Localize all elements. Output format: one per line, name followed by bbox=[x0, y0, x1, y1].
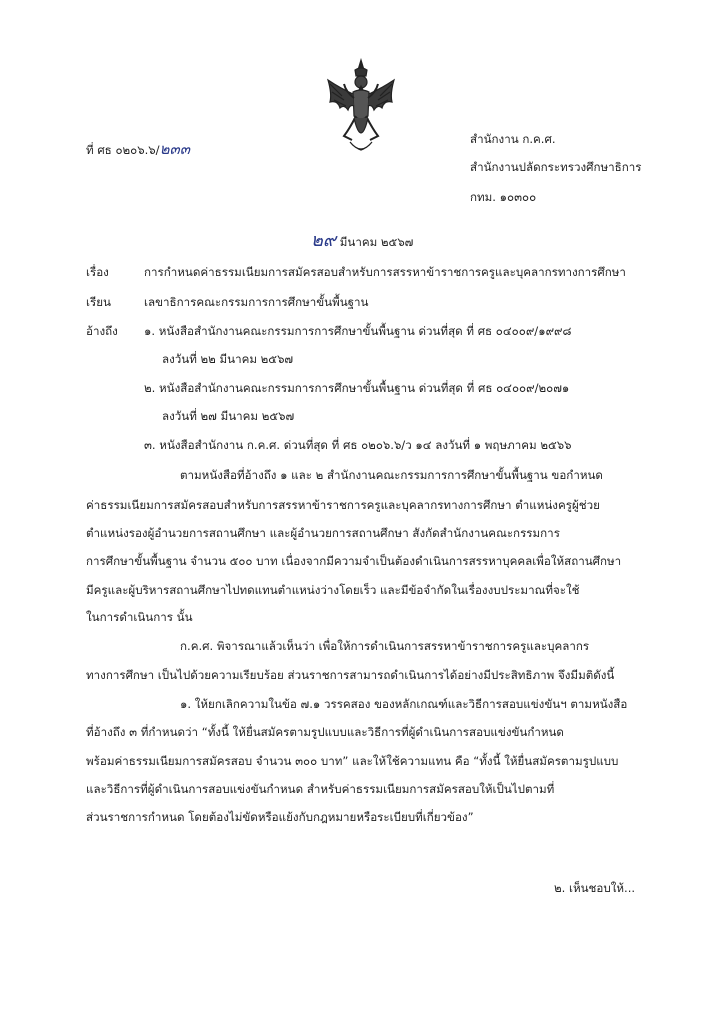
paragraph-1-line: มีครูและผู้บริหารสถานศึกษาไปทดแทนตำแหน่งว่างโดยเร็ว และมีข้อจำกัดในเรื่องงบประมาณที่จะใช้ bbox=[86, 583, 580, 597]
document-number-handwritten: ๒๓๓ bbox=[159, 140, 190, 158]
date-month-year: มีนาคม ๒๕๖๗ bbox=[339, 235, 414, 249]
office-address: กทม. ๑๐๓๐๐ bbox=[470, 190, 537, 204]
paragraph-3-line: ที่อ้างถึง ๓ ที่กำหนดว่า “ทั้งนี้ ให้ยื่นสมัครตามรูปแบบและวิธีการที่ผู้ดำเนินการสอบแข่งขันกำหนด bbox=[86, 725, 564, 739]
document-date bbox=[311, 225, 413, 254]
paragraph-3-line: ๑. ให้ยกเลิกความในข้อ ๗.๑ วรรคสอง ของหลักเกณฑ์และวิธีการสอบแข่งขันฯ ตามหนังสือ bbox=[180, 697, 628, 711]
date-day-handwritten: ๒๙ bbox=[311, 230, 337, 251]
reference-item-2-date: ลงวันที่ ๒๗ มีนาคม ๒๕๖๗ bbox=[162, 409, 295, 423]
reference-item-3: ๓. หนังสือสำนักงาน ก.ค.ศ. ด่วนที่สุด ที่ ศธ ๐๒๐๖.๖/ว ๑๔ ลงวันที่ ๑ พฤษภาคม ๒๕๖๖ bbox=[144, 438, 572, 452]
recipient-text: เลขาธิการคณะกรรมการการศึกษาขั้นพื้นฐาน bbox=[144, 295, 369, 309]
paragraph-2-line: ทางการศึกษา เป็นไปด้วยความเรียบร้อย ส่วนราชการสามารถดำเนินการได้อย่างมีประสิทธิภาพ จึงมีมติดังนี้ bbox=[86, 668, 615, 682]
office-ministry: สำนักงานปลัดกระทรวงศึกษาธิการ bbox=[470, 160, 642, 174]
references-label: อ้างถึง bbox=[86, 324, 118, 338]
document-number bbox=[86, 137, 190, 161]
subject-label: เรื่อง bbox=[86, 265, 109, 279]
reference-item-1: ๑. หนังสือสำนักงานคณะกรรมการการศึกษาขั้นพื้นฐาน ด่วนที่สุด ที่ ศธ ๐๔๐๐๙/๑๙๙๘ bbox=[144, 324, 572, 338]
reference-item-1-date: ลงวันที่ ๒๒ มีนาคม ๒๕๖๗ bbox=[162, 352, 294, 366]
paragraph-3-line: และวิธีการที่ผู้ดำเนินการสอบแข่งขันกำหนด สำหรับค่าธรรมเนียมการสมัครสอบให้เป็นไปตามที่ bbox=[86, 782, 555, 796]
paragraph-1-line: ค่าธรรมเนียมการสมัครสอบสำหรับการสรรหาข้าราชการครูและบุคลากรทางการศึกษา ตำแหน่งครูผู้ช่วย bbox=[86, 498, 600, 512]
paragraph-3-line: พร้อมค่าธรรมเนียมการสมัครสอบ จำนวน ๓๐๐ บาท” และให้ใช้ความแทน คือ “ทั้งนี้ ให้ยื่นสมัครตามรูปแบบ bbox=[86, 754, 619, 768]
paragraph-1-line: การศึกษาขั้นพื้นฐาน จำนวน ๕๐๐ บาท เนื่องจากมีความจำเป็นต้องดำเนินการสรรหาบุคคลเพื่อให้สถานศึกษา bbox=[86, 554, 622, 568]
recipient-label: เรียน bbox=[86, 295, 111, 309]
page-continuation: ๒. เห็นชอบให้... bbox=[554, 881, 636, 895]
reference-item-2: ๒. หนังสือสำนักงานคณะกรรมการการศึกษาขั้นพื้นฐาน ด่วนที่สุด ที่ ศธ ๐๔๐๐๙/๒๐๗๑ bbox=[144, 381, 570, 395]
paragraph-2-line: ก.ค.ศ. พิจารณาแล้วเห็นว่า เพื่อให้การดำเนินการสรรหาข้าราชการครูและบุคลากร bbox=[180, 639, 590, 653]
paragraph-1-line: ตามหนังสือที่อ้างถึง ๑ และ ๒ สำนักงานคณะกรรมการการศึกษาขั้นพื้นฐาน ขอกำหนด bbox=[180, 468, 603, 482]
garuda-emblem-icon bbox=[322, 58, 400, 158]
paragraph-3-line: ส่วนราชการกำหนด โดยต้องไม่ขัดหรือแย้งกับกฎหมายหรือระเบียบที่เกี่ยวข้อง” bbox=[86, 810, 474, 824]
subject-text: การกำหนดค่าธรรมเนียมการสมัครสอบสำหรับการสรรหาข้าราชการครูและบุคลากรทางการศึกษา bbox=[144, 265, 626, 279]
paragraph-1-line: ในการดำเนินการ นั้น bbox=[86, 610, 193, 624]
paragraph-1-line: ตำแหน่งรองผู้อำนวยการสถานศึกษา และผู้อำนวยการสถานศึกษา สังกัดสำนักงานคณะกรรมการ bbox=[86, 526, 560, 540]
document-number-prefix: ที่ ศธ ๐๒๐๖.๖/ bbox=[86, 143, 160, 157]
office-name: สำนักงาน ก.ค.ศ. bbox=[470, 132, 556, 146]
